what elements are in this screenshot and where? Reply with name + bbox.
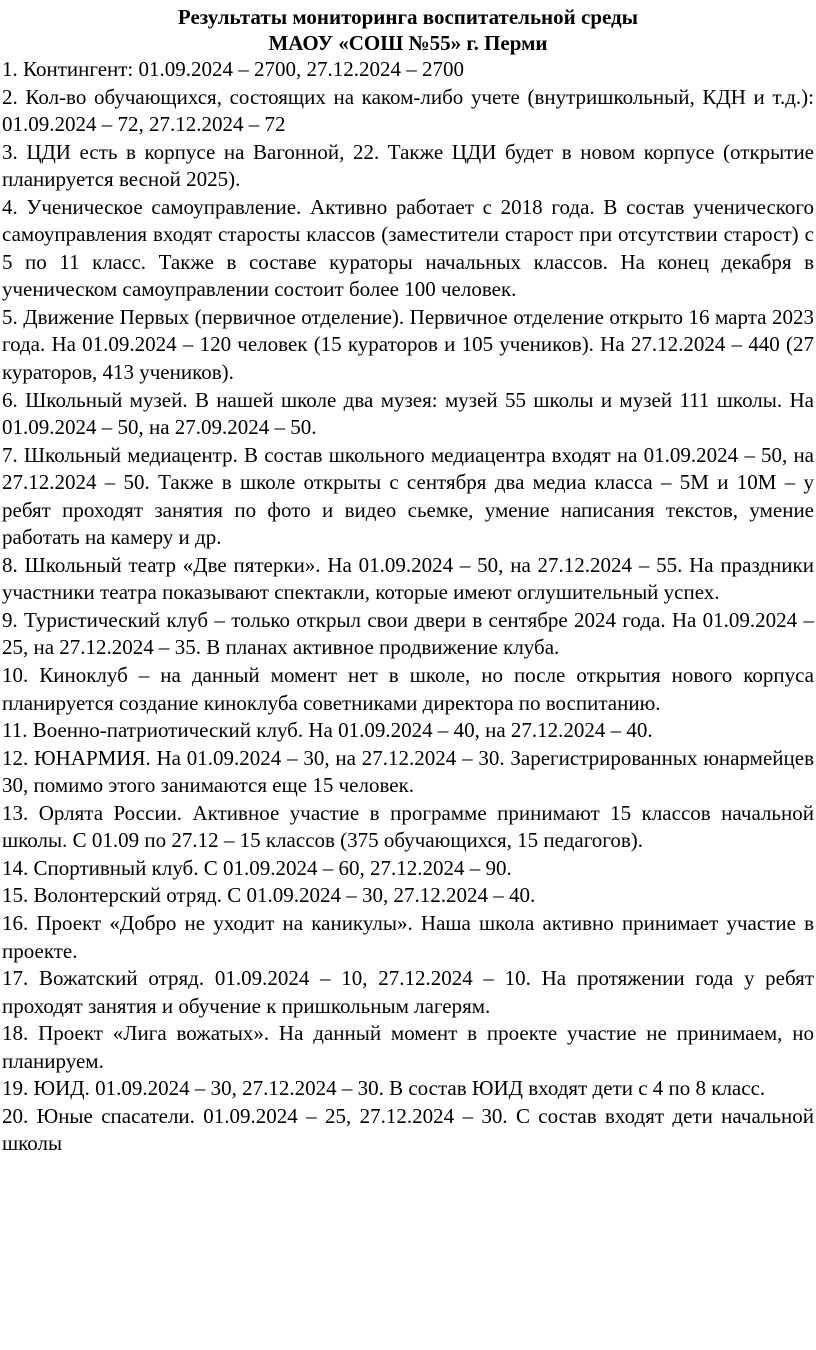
title-line-1: Результаты мониторинга воспитательной среды [177,5,639,29]
list-item-cdi: 3. ЦДИ есть в корпусе на Вагонной, 22. Также ЦДИ будет в новом корпусе (открытие планируется весной 2025). [2,139,814,192]
list-item-student-government: 4. Ученическое самоуправление. Активно работает с 2018 года. В состав ученического самоуправления входят старосты классов (заместители старост при отсутствии старост) с 5 по 11 класс. Также в составе кураторы начальных классов. На конец декабря в ученическом самоуправлении состоит более 100 человек. [2,194,814,302]
list-item-counselor-squad: 17. Вожатский отряд. 01.09.2024 – 10, 27.12.2024 – 10. На протяжении года у ребят проходят занятия и обучение к пришкольным лагерям. [2,966,814,1018]
list-item-film-club: 10. Киноклуб – на данный момент нет в школе, но после открытия нового корпуса планируется создание киноклуба советниками директора по воспитанию. [2,663,814,715]
list-item-media-center: 7. Школьный медиацентр. В состав школьного медиацентра входят на 01.09.2024 – 50, на 27.12.2024 – 50. Также в школе открыты с сентября два медиа класса – 5М и 10М – у ребят проходят занятия по фото и видео сьемке, умение написания текстов, умение работать на камеру и др. [2,442,814,550]
list-item-military-patriotic-club: 11. Военно-патриотический клуб. На 01.09.2024 – 40, на 27.12.2024 – 40. [2,718,653,743]
list-item-registered-students: 2. Кол-во обучающихся, состоящих на каком-либо учете (внутришкольный, КДН и т.д.): 01.09.2024 – 72, 27.12.2024 – 72 [2,84,814,137]
list-item-school-theater: 8. Школьный театр «Две пятерки». На 01.09.2024 – 50, на 27.12.2024 – 55. На праздники участники театра показывают спектакли, которые имеют оглушительный успех. [2,552,814,605]
list-item-volunteer-squad: 15. Волонтерский отряд. С 01.09.2024 – 30, 27.12.2024 – 40. [2,883,536,908]
list-item-yunarmia: 12. ЮНАРМИЯ. На 01.09.2024 – 30, на 27.12.2024 – 30. Зарегистрированных юнармейцев 30, помимо этого занимаются еще 15 человек. [2,745,814,798]
list-item-counselor-league: 18. Проект «Лига вожатых». На данный момент в проекте участие не принимаем, но планируем. [2,1021,814,1073]
monitoring-list [2,56,814,1158]
list-item-movement-of-firsts: 5. Движение Первых (первичное отделение). Первичное отделение открыто 16 марта 2023 года. На 01.09.2024 – 120 человек (15 кураторов и 105 учеников). На 27.12.2024 – 440 (27 кураторов, 413 учеников). [2,304,814,385]
list-item-yuid: 19. ЮИД. 01.09.2024 – 30, 27.12.2024 – 30. В состав ЮИД входят дети с 4 по 8 класс. [2,1076,766,1101]
document-title [2,4,814,56]
list-item-sports-club: 14. Спортивный клуб. С 01.09.2024 – 60, 27.12.2024 – 90. [2,855,512,880]
list-item-tourist-club: 9. Туристический клуб – только открыл свои двери в сентябре 2024 года. На 01.09.2024 – 25, на 27.12.2024 – 35. В планах активное продвижение клуба. [2,607,814,660]
list-item-young-rescuers: 20. Юные спасатели. 01.09.2024 – 25, 27.12.2024 – 30. С состав входят дети начальной школы [2,1103,814,1156]
list-item-school-museum: 6. Школьный музей. В нашей школе два музея: музей 55 школы и музей 111 школы. На 01.09.2024 – 50, на 27.09.2024 – 50. [2,387,814,440]
list-item-kindness-project: 16. Проект «Добро не уходит на каникулы». Наша школа активно принимает участие в проекте. [2,910,814,963]
title-line-2: МАОУ «СОШ №55» г. Перми [268,31,548,55]
list-item-eaglets-of-russia: 13. Орлята России. Активное участие в программе принимают 15 классов начальной школы. С 01.09 по 27.12 – 15 классов (375 обучающихся, 15 педагогов). [2,800,814,853]
list-item-contingent: 1. Контингент: 01.09.2024 – 2700, 27.12.2024 – 2700 [2,57,465,81]
